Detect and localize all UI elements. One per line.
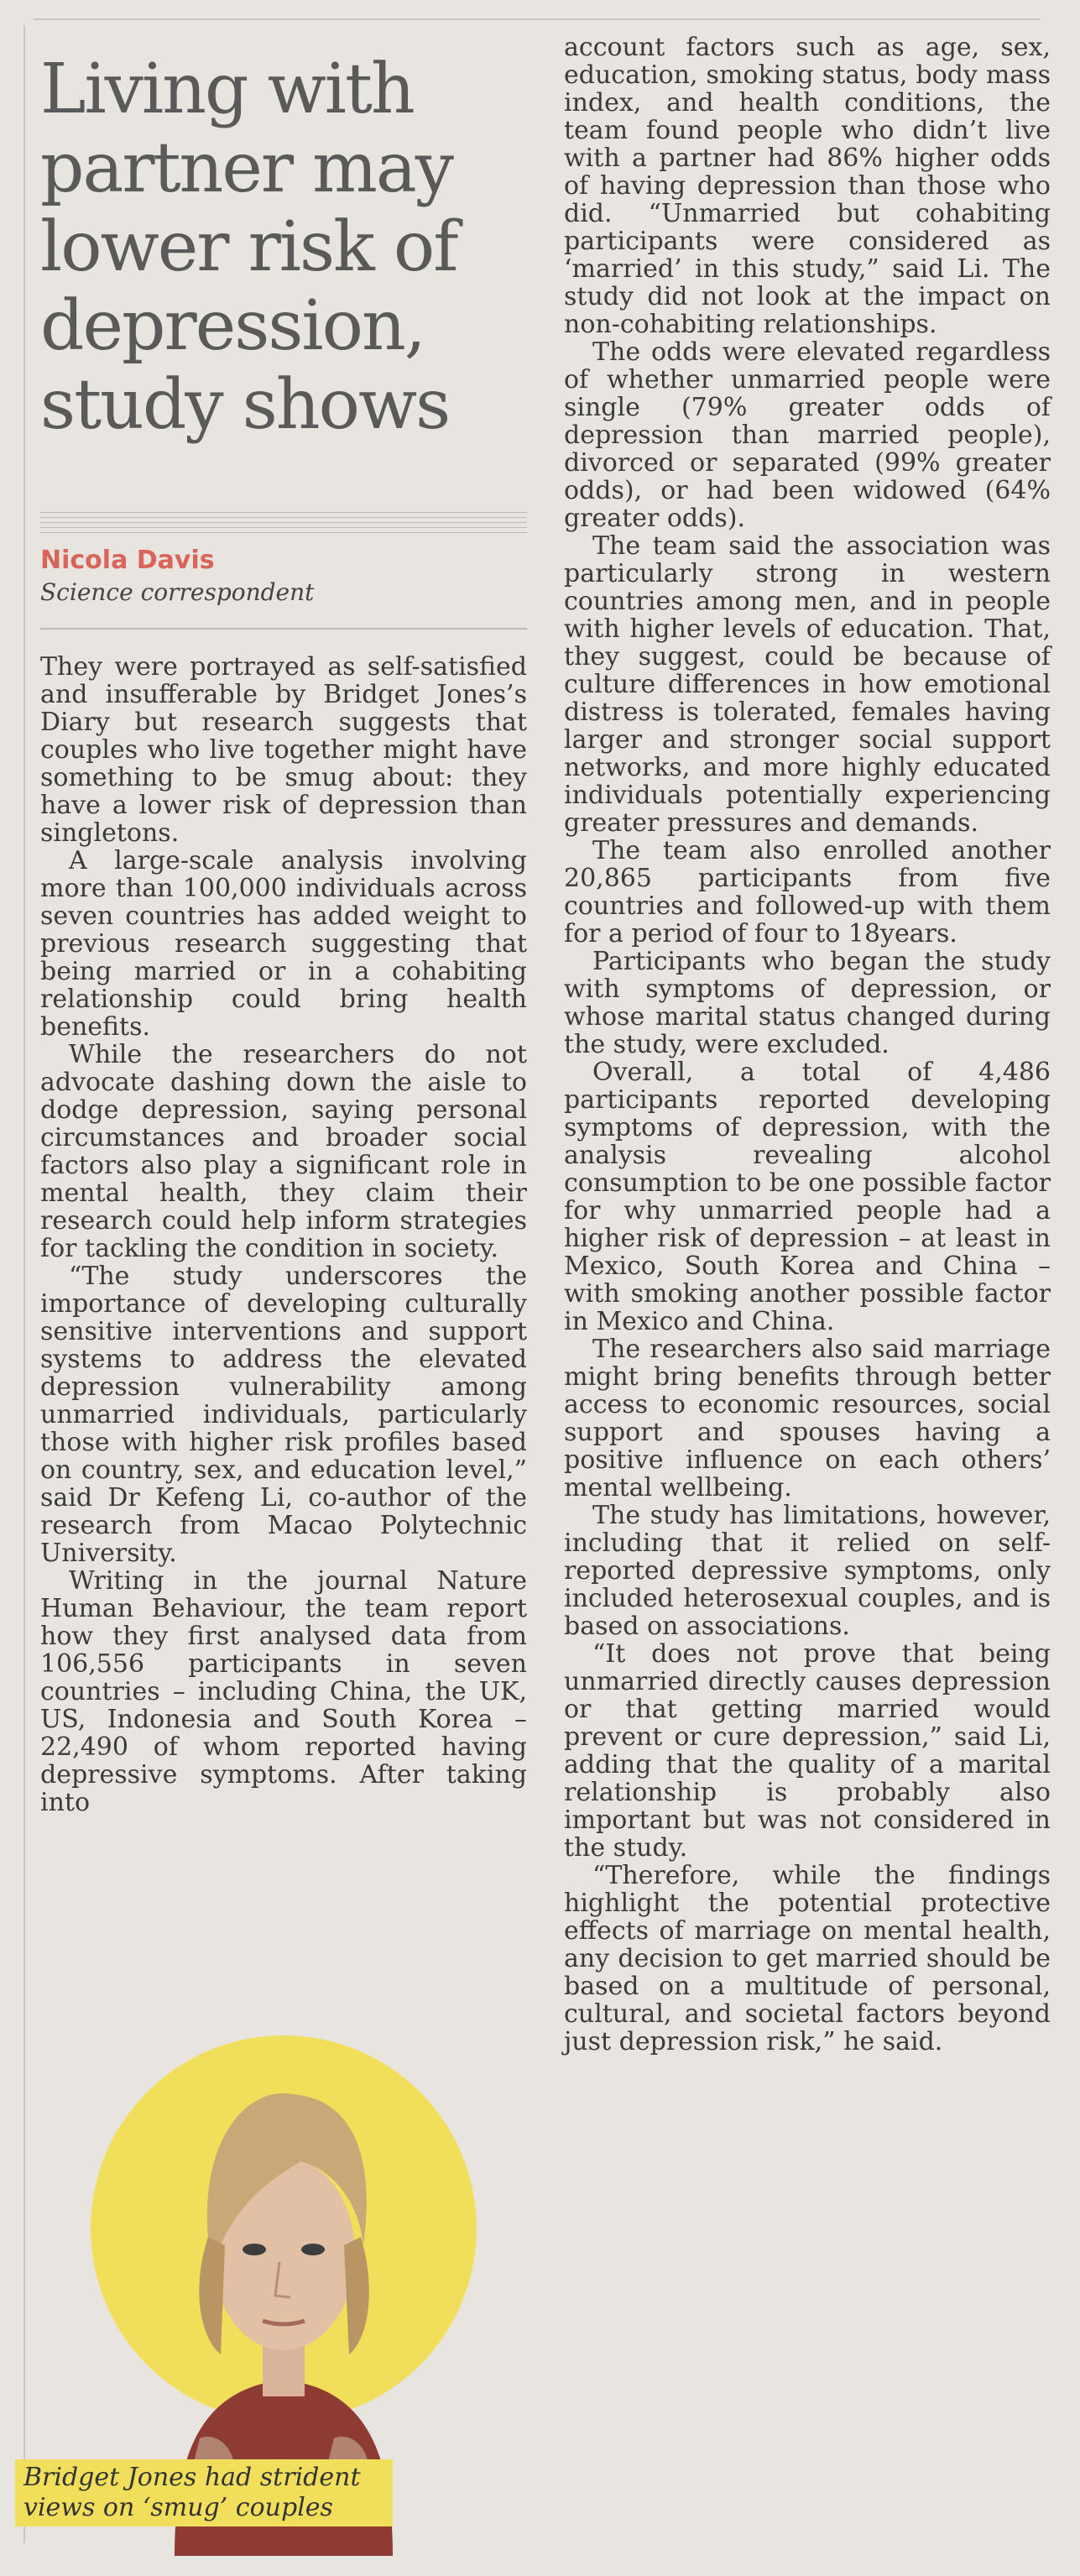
left-column xyxy=(40,34,527,1816)
paragraph: The study has limitations, however, including that it relied on self-reported depressive symptoms, only included heterosexual couples, and is based on associations. xyxy=(564,1501,1051,1641)
paragraph: “The study underscores the importance of developing culturally sensitive interventions and support systems to address the elevated depression vulnerability among unmarried individuals, particularly those with higher risk profiles based on country, sex, and education level,” said Dr Kefeng Li, co-author of the research from Macao Polytechnic University. xyxy=(40,1262,527,1568)
byline-divider xyxy=(40,628,527,630)
paragraph: Participants who began the study with symptoms of depression, or whose marital status changed during the study, were excluded. xyxy=(564,947,1051,1059)
body-left xyxy=(40,653,527,1816)
paragraph: account factors such as age, sex, education, smoking status, body mass index, and health conditions, the team found people who didn’t live with a partner had 86% higher odds of having depression than those who did. “Unmarried but cohabiting participants were considered as ‘married’ in this study,” said Li. The study did not look at the impact on non-cohabiting relationships. xyxy=(564,33,1051,339)
paragraph: A large-scale analysis involving more than 100,000 individuals across seven countries has added weight to previous research suggesting that being married or in a cohabiting relationship could bring health benefits. xyxy=(40,846,527,1042)
top-rule xyxy=(34,18,1041,20)
byline-role: Science correspondent xyxy=(40,578,315,606)
byline-rules xyxy=(40,512,527,537)
paragraph: Overall, a total of 4,486 participants reported developing symptoms of depression, with the analysis revealing alcohol consumption to be one possible factor for why unmarried people had a higher risk of depression – at least in Mexico, South Korea and China – with smoking another possible factor in Mexico and China. xyxy=(564,1058,1051,1336)
paragraph: “It does not prove that being unmarried directly causes depression or that getting married would prevent or cure depression,” said Li, adding that the quality of a marital relationship is probably also important but was not considered in the study. xyxy=(564,1639,1051,1863)
paragraph: The team said the association was particularly strong in western countries among men, and in people with higher levels of education. That, they suggest, could be because of culture differences in how emotional distress is tolerated, females having larger and stronger social support networks, and more highly educated individuals potentially experiencing greater pressures and demands. xyxy=(564,531,1051,838)
paragraph: They were portrayed as self-satisfied and insufferable by Bridget Jones’s Diary but research suggests that couples who live together might have something to be smug about: they have a lower risk of depression than singletons. xyxy=(40,652,527,848)
photo-caption xyxy=(15,2459,393,2526)
photo xyxy=(15,2002,519,2556)
paragraph: The team also enrolled another 20,865 participants from five countries and followed-up with them for a period of four to 18years. xyxy=(564,836,1051,948)
body-right xyxy=(564,34,1051,2056)
headline: Living with partner may lower risk of depression, study shows xyxy=(40,50,457,445)
paragraph: “Therefore, while the findings highlight the potential protective effects of marriage on mental health, any decision to get married should be based on a multitude of personal, cultural, and societal factors beyond just depression risk,” he said. xyxy=(564,1861,1051,2056)
byline-name: Nicola Davis xyxy=(40,546,215,575)
paragraph: The researchers also said marriage might bring benefits through better access to economic resources, social support and spouses having a positive influence on each others’ mental wellbeing. xyxy=(564,1335,1051,1502)
paragraph: Writing in the journal Nature Human Behaviour, the team report how they first analysed data from 106,556 participants in seven countries – including China, the UK, US, Indonesia and South Korea – 22,490 of whom reported having depressive symptoms. After taking into xyxy=(40,1566,527,1817)
caption-line: views on ‘smug’ couples xyxy=(23,2493,333,2522)
paragraph: While the researchers do not advocate dashing down the aisle to dodge depression, saying personal circumstances and broader social factors also play a significant role in mental health, they claim their research could help inform strategies for tackling the condition in society. xyxy=(40,1040,527,1263)
paragraph: The odds were elevated regardless of whether unmarried people were single (79% greater odds of depression than married people), divorced or separated (99% greater odds), or had been widowed (64% greater odds). xyxy=(564,337,1051,533)
caption-line: Bridget Jones had strident xyxy=(23,2463,361,2492)
right-column xyxy=(564,34,1051,2056)
